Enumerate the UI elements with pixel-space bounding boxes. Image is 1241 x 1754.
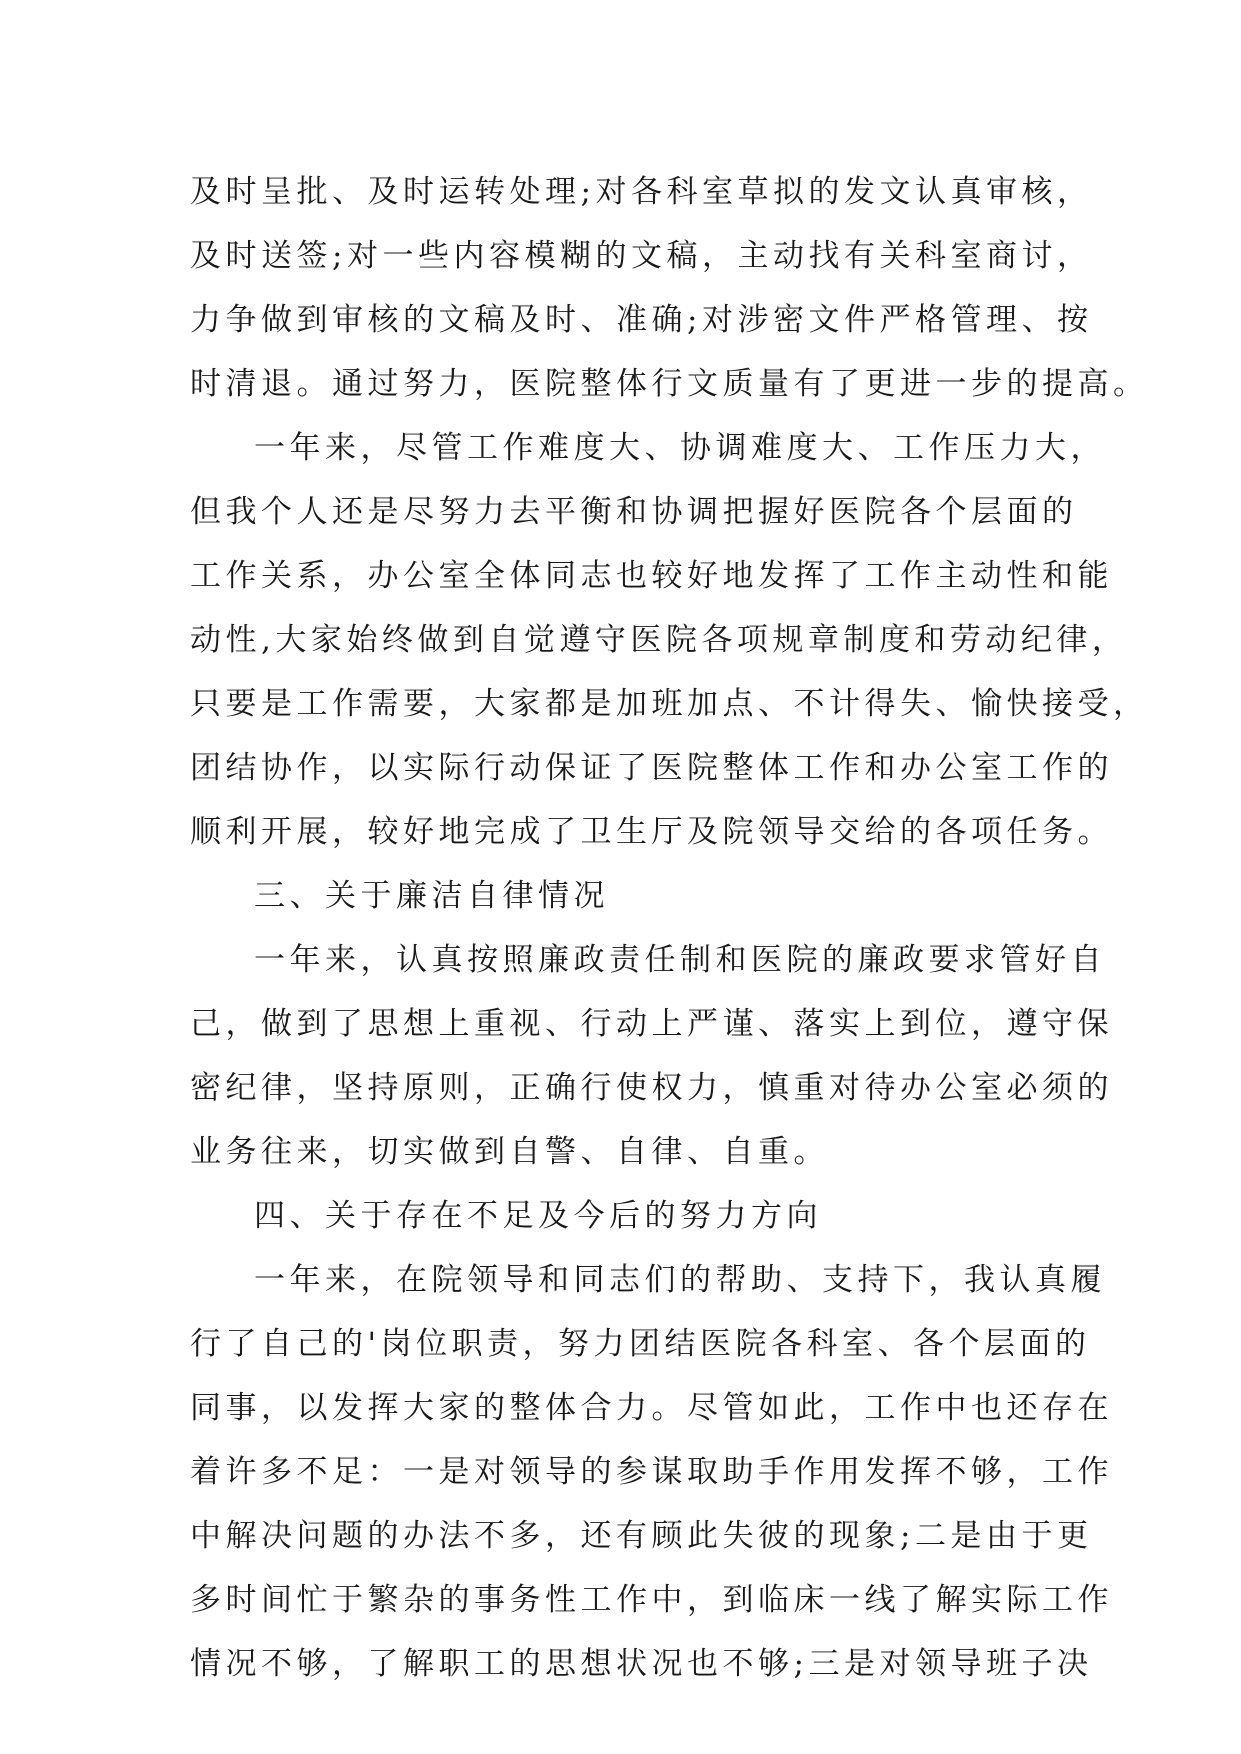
text-line: 密纪律，坚持原则，正确行使权力，慎重对待办公室必须的 [190,1070,1113,1106]
text-line: 行了自己的'岗位职责，努力团结医院各科室、各个层面的 [190,1326,1091,1362]
text-line: 团结协作，以实际行动保证了医院整体工作和办公室工作的 [190,750,1113,786]
text-line: 只要是工作需要，大家都是加班加点、不计得失、愉快接受， [190,686,1149,722]
text-line: 时清退。通过努力，医院整体行文质量有了更进一步的提高。 [190,366,1149,402]
text-line: 动性,大家始终做到自觉遵守医院各项规章制度和劳动纪律， [190,622,1128,658]
text-line: 工作关系，办公室全体同志也较好地发挥了工作主动性和能 [190,558,1113,594]
text-line: 中解决问题的办法不多，还有顾此失彼的现象;二是由于更 [190,1518,1093,1554]
paragraph-start-line: 一年来，在院领导和同志们的帮助、支持下，我认真履 [254,1262,1106,1298]
text-line: 及时呈批、及时运转处理;对各科室草拟的发文认真审核， [190,174,1093,210]
text-line: 业务往来，切实做到自警、自律、自重。 [190,1134,829,1170]
text-line: 多时间忙于繁杂的事务性工作中，到临床一线了解实际工作 [190,1582,1113,1618]
paragraph-start-line: 一年来，尽管工作难度大、协调难度大、工作压力大， [254,430,1106,466]
text-line: 但我个人还是尽努力去平衡和协调把握好医院各个层面的 [190,494,1078,530]
text-line: 顺利开展，较好地完成了卫生厅及院领导交给的各项任务。 [190,814,1113,850]
section-heading-3: 三、关于廉洁自律情况 [254,878,609,914]
section-heading-4: 四、关于存在不足及今后的努力方向 [254,1198,822,1234]
text-line: 己，做到了思想上重视、行动上严谨、落实上到位，遵守保 [190,1006,1113,1042]
text-line: 着许多不足：一是对领导的参谋取助手作用发挥不够，工作 [190,1454,1113,1490]
document-body [190,160,1149,1696]
text-line: 力争做到审核的文稿及时、准确;对涉密文件严格管理、按 [190,302,1093,338]
text-line: 及时送签;对一些内容模糊的文稿，主动找有关科室商讨， [190,238,1093,274]
text-line: 情况不够，了解职工的思想状况也不够;三是对领导班子决 [190,1646,1093,1682]
text-line: 同事，以发挥大家的整体合力。尽管如此，工作中也还存在 [190,1390,1113,1426]
paragraph-start-line: 一年来，认真按照廉政责任制和医院的廉政要求管好自 [254,942,1106,978]
